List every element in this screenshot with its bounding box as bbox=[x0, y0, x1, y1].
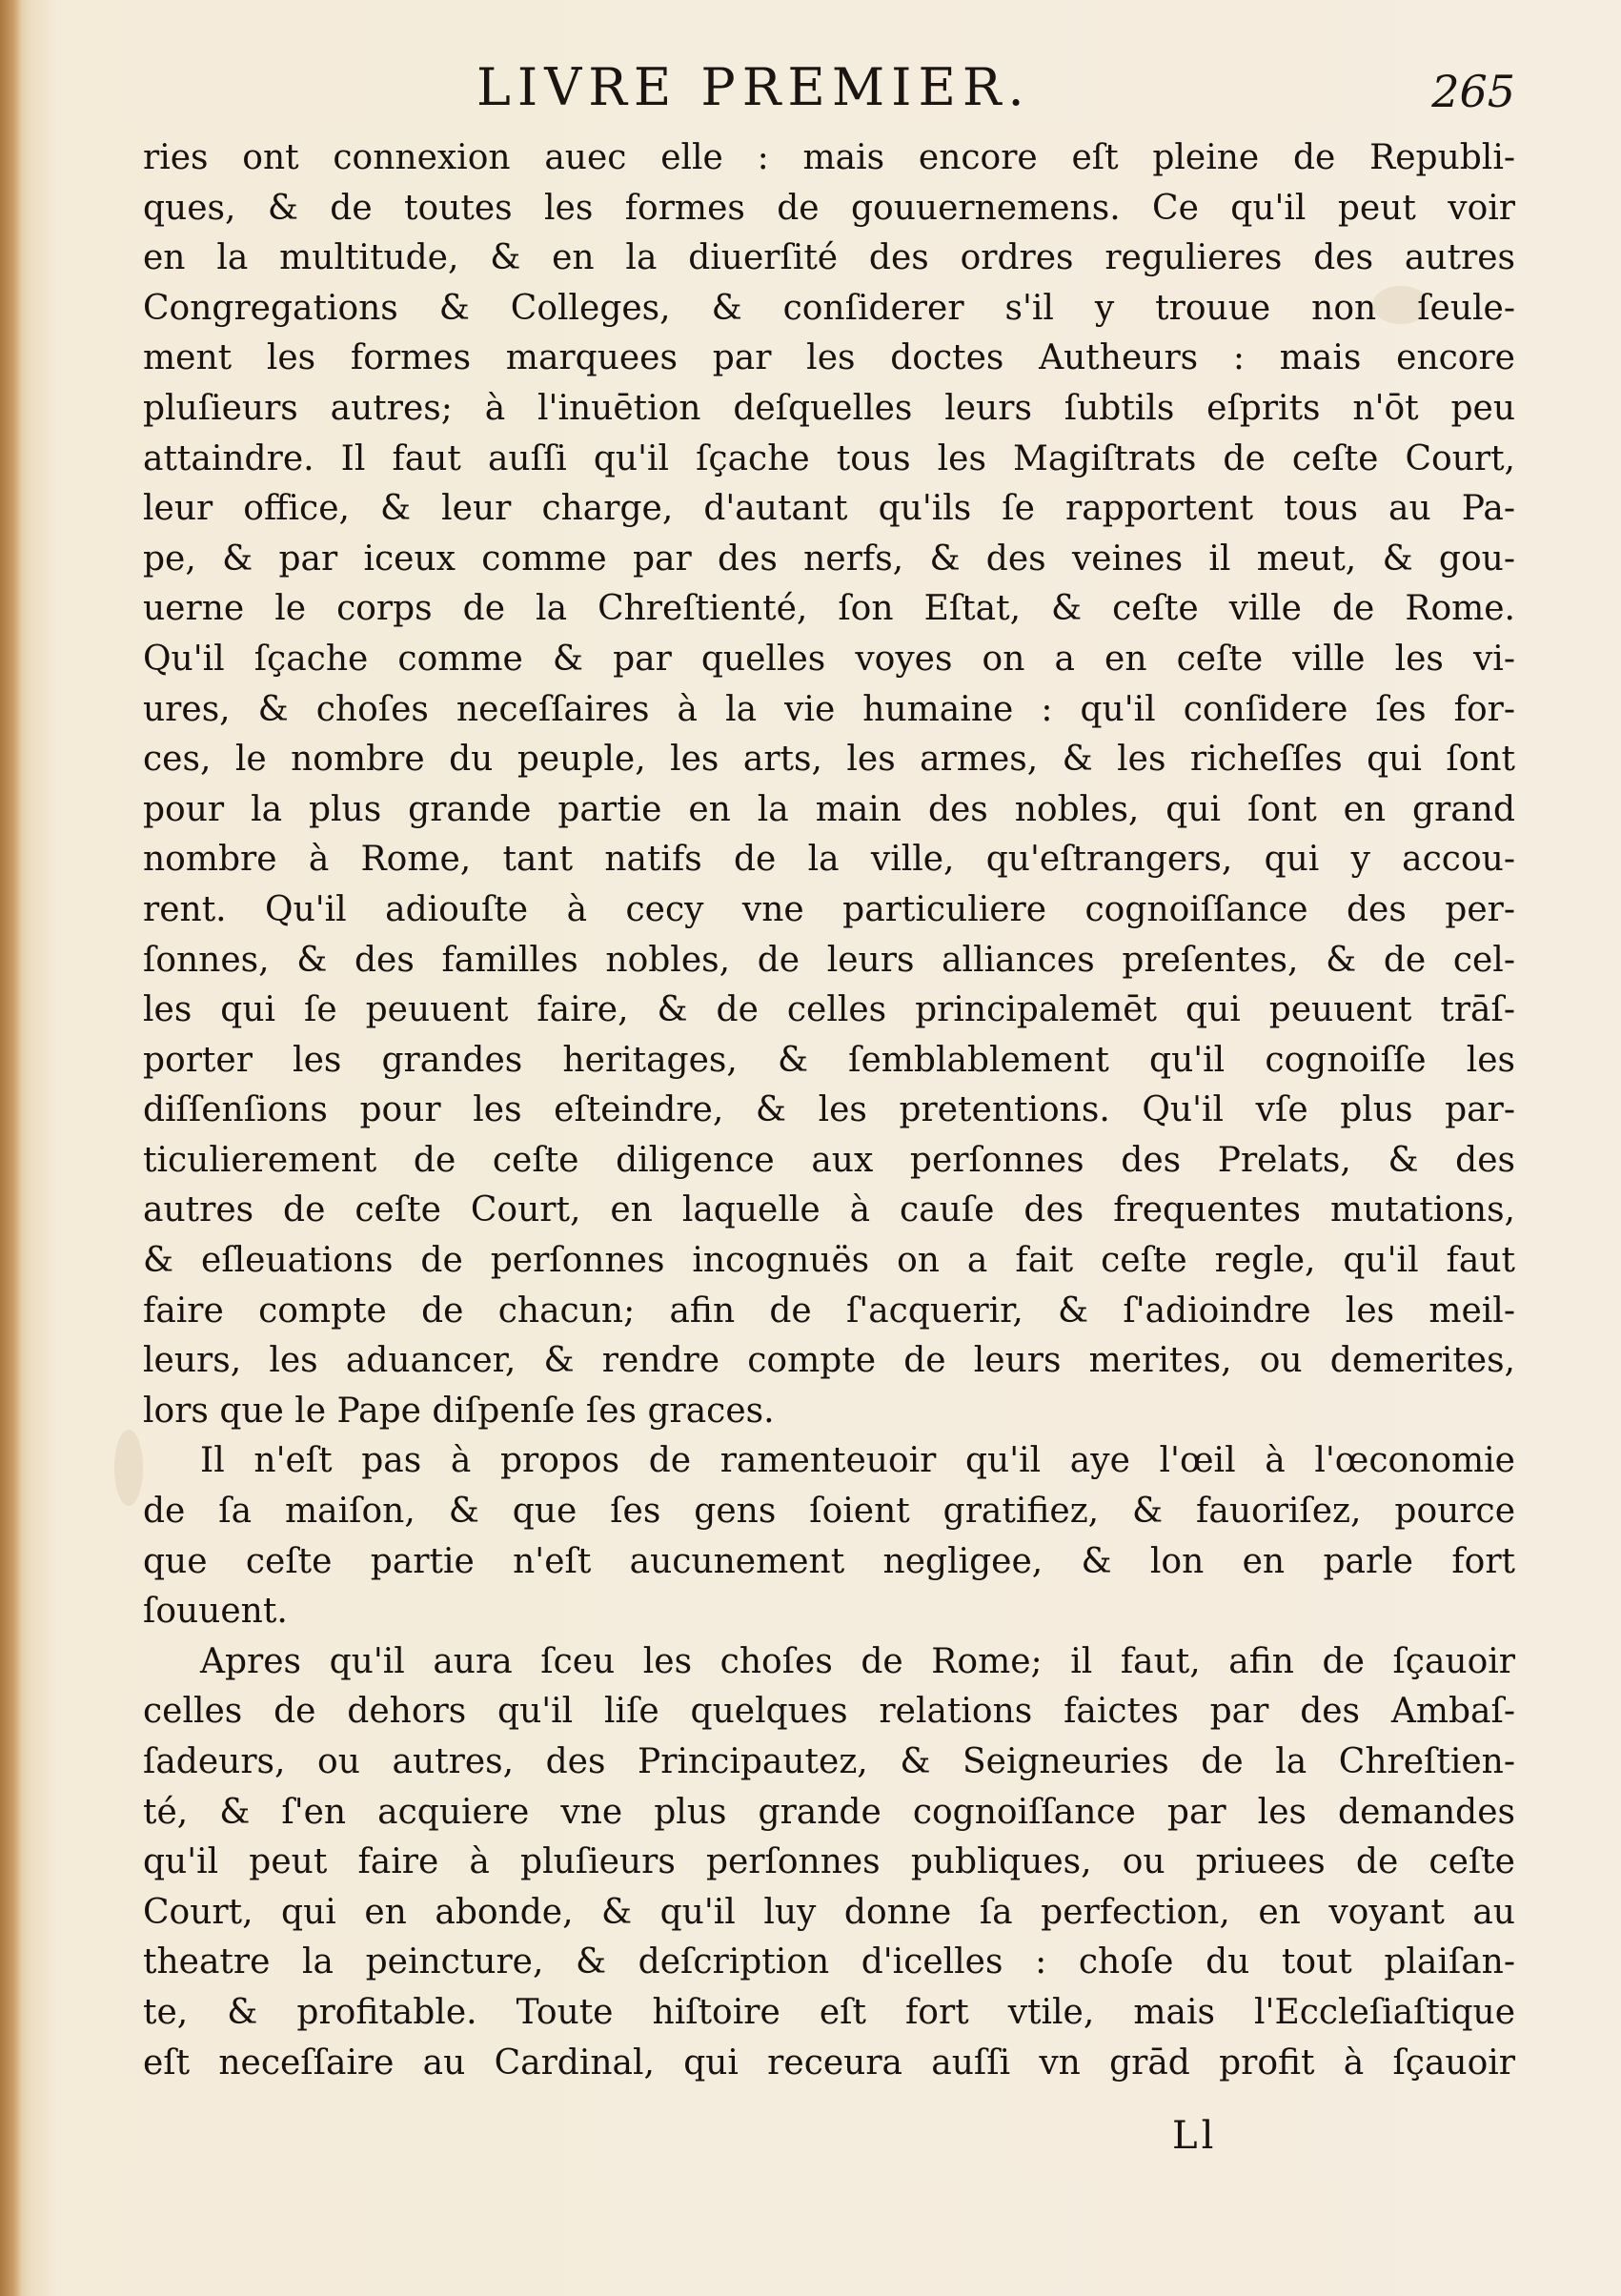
text-line: ment les formes marquees par les doctes Autheurs : mais encore bbox=[143, 338, 1515, 378]
signature-mark: Ll bbox=[1172, 2114, 1218, 2158]
running-title: LIVRE PREMIER. bbox=[476, 57, 1031, 117]
text-line: que ceſte partie n'eſt aucunement negligee, & lon en parle fort bbox=[143, 1541, 1515, 1581]
text-line: celles de dehors qu'il liſe quelques relations faictes par des Ambaſ- bbox=[143, 1692, 1515, 1732]
text-line: & eſleuations de perſonnes incognuës on a fait ceſte regle, qu'il faut bbox=[143, 1241, 1515, 1281]
text-line: diſſenſions pour les eſteindre, & les pretentions. Qu'il vſe plus par- bbox=[143, 1090, 1515, 1130]
text-line: ſouuent. bbox=[143, 1592, 288, 1632]
text-line: Congregations & Colleges, & conſiderer s'il y trouue non ſeule- bbox=[143, 288, 1515, 328]
text-line: pluſieurs autres; à l'inuētion deſquelles leurs ſubtils eſprits n'ōt peu bbox=[143, 388, 1515, 428]
text-line: ures, & choſes neceſſaires à la vie humaine : qu'il conſidere ſes for- bbox=[143, 689, 1515, 729]
paragraph-start-line: Apres qu'il aura ſceu les choſes de Rome; il faut, afin de ſçauoir bbox=[200, 1641, 1515, 1681]
text-line: lors que le Pape diſpenſe ſes graces. bbox=[143, 1391, 775, 1431]
text-line: rent. Qu'il adiouſte à cecy vne particuliere cognoiſſance des per- bbox=[143, 889, 1515, 929]
text-line: pour la plus grande partie en la main des nobles, qui ſont en grand bbox=[143, 789, 1515, 829]
text-line: pe, & par iceux comme par des nerfs, & des veines il meut, & gou- bbox=[143, 538, 1515, 579]
page-gutter-shadow bbox=[0, 0, 21, 2296]
text-line: Qu'il ſçache comme & par quelles voyes on a en ceſte ville les vi- bbox=[143, 639, 1515, 679]
paper-stain bbox=[114, 1430, 143, 1506]
text-line: te, & profitable. Toute hiſtoire eſt fort vtile, mais l'Eccleſiaſtique bbox=[143, 1992, 1515, 2032]
text-line: té, & ſ'en acquiere vne plus grande cognoiſſance par les demandes bbox=[143, 1792, 1515, 1832]
text-line: porter les grandes heritages, & ſemblablement qu'il cognoiſſe les bbox=[143, 1040, 1515, 1080]
text-line: autres de ceſte Court, en laquelle à cauſe des frequentes mutations, bbox=[143, 1190, 1515, 1230]
text-line: en la multitude, & en la diuerſité des ordres regulieres des autres bbox=[143, 238, 1515, 278]
text-line: ries ont connexion auec elle : mais encore eſt pleine de Republi- bbox=[143, 138, 1515, 177]
body-text bbox=[143, 133, 1515, 2088]
text-line: leur office, & leur charge, d'autant qu'ils ſe rapportent tous au Pa- bbox=[143, 489, 1515, 529]
text-line: faire compte de chacun; afin de ſ'acquerir, & ſ'adioindre les meil- bbox=[143, 1290, 1515, 1331]
text-line: uerne le corps de la Chreſtienté, ſon Eſtat, & ceſte ville de Rome. bbox=[143, 589, 1515, 629]
text-line: ques, & de toutes les formes de gouuernemens. Ce qu'il peut voir bbox=[143, 188, 1515, 228]
text-line: ticulierement de ceſte diligence aux perſonnes des Prelats, & des bbox=[143, 1140, 1515, 1180]
text-line: eſt neceſſaire au Cardinal, qui receura auſſi vn grād profit à ſçauoir bbox=[143, 2042, 1515, 2083]
text-line: de ſa maiſon, & que ſes gens ſoient gratifiez, & fauoriſez, pource bbox=[143, 1492, 1515, 1532]
text-line: les qui ſe peuuent faire, & de celles principalemēt qui peuuent trāſ- bbox=[143, 990, 1515, 1030]
text-line: Court, qui en abonde, & qu'il luy donne ſa perfection, en voyant au bbox=[143, 1892, 1515, 1932]
text-line: leurs, les aduancer, & rendre compte de leurs merites, ou demerites, bbox=[143, 1341, 1515, 1381]
page-header bbox=[143, 59, 1515, 126]
text-line: ſadeurs, ou autres, des Principautez, & Seigneuries de la Chreſtien- bbox=[143, 1742, 1515, 1781]
text-line: attaindre. Il faut auſſi qu'il ſçache tous les Magiſtrats de ceſte Court, bbox=[143, 438, 1515, 478]
text-line: theatre la peincture, & deſcription d'icelles : choſe du tout plaiſan- bbox=[143, 1942, 1515, 1982]
text-line: qu'il peut faire à pluſieurs perſonnes publiques, ou priuees de ceſte bbox=[143, 1842, 1515, 1882]
text-line: ces, le nombre du peuple, les arts, les armes, & les richeſſes qui ſont bbox=[143, 740, 1515, 780]
text-line: nombre à Rome, tant natifs de la ville, qu'eſtrangers, qui y accou- bbox=[143, 840, 1515, 880]
paragraph-start-line: Il n'eſt pas à propos de ramenteuoir qu'il aye l'œil à l'œconomie bbox=[200, 1441, 1515, 1481]
page-number: 265 bbox=[1431, 66, 1515, 117]
text-line: ſonnes, & des familles nobles, de leurs alliances preſentes, & de cel- bbox=[143, 940, 1515, 980]
